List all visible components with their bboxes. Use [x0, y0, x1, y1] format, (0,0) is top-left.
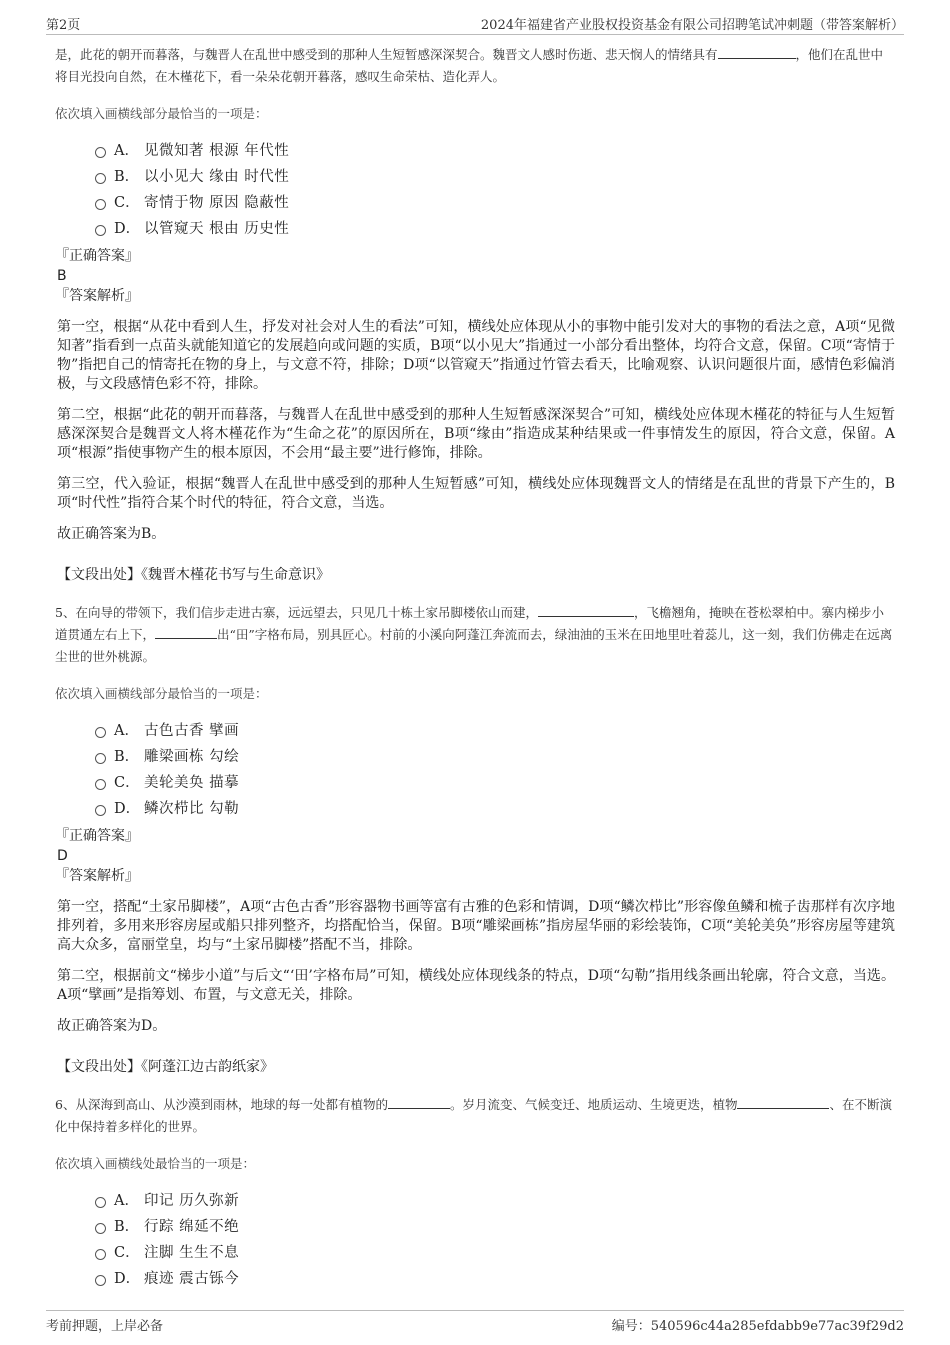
option-c[interactable]: C． 美轮美奂 描摹	[95, 768, 895, 794]
document-id: 编号：540596c44a285efdabb9e77ac39f29d2	[611, 1319, 904, 1334]
option-c[interactable]: C． 注脚 生生不息	[95, 1238, 895, 1264]
analysis-paragraph: 第二空，根据前文“梯步小道”与后文“‘田’字格布局”可知，横线处应体现线条的特点，D项“勾勒”指用线条画出轮廓，符合文意，当选。A项“擘画”是指筹划、布置，与文意无关，排除。	[57, 968, 895, 1003]
analysis-conclusion: 故正确答案为B。	[57, 526, 166, 542]
fill-blank	[538, 604, 634, 617]
radio-icon[interactable]	[95, 1249, 106, 1260]
radio-icon[interactable]	[95, 779, 106, 790]
question-text-part: 。岁月流变、气候变迁、地质运动、生境更迭，植物	[449, 1097, 738, 1112]
radio-icon[interactable]	[95, 805, 106, 816]
radio-icon[interactable]	[95, 225, 106, 236]
page-header	[46, 12, 904, 35]
options-list	[95, 136, 895, 240]
analysis-paragraph: 第一空，搭配“土家吊脚楼”，A项“古色古香”形容器物书画等富有古雅的色彩和情调，D项“鳞次栉比”形容像鱼鳞和梳子齿那样有次序地排列着，多用来形容房屋或船只排列整齐，均搭配恰当，保留。B项“雕梁画栋”指房屋华丽的彩绘装饰，C项“美轮美奂”形容房屋等建筑高大众多，富丽堂皇，均与“土家吊脚楼”搭配不当，排除。	[57, 899, 895, 953]
question-text-part: 、在不断演化中保持着多样化的世界。	[55, 1097, 892, 1134]
fill-blank	[155, 626, 217, 639]
option-c[interactable]: C． 寄情于物 原因 隐蔽性	[95, 188, 895, 214]
option-b[interactable]: B． 雕梁画栋 勾绘	[95, 742, 895, 768]
fill-blank	[737, 1096, 829, 1109]
analysis-label: 『答案解析』	[55, 868, 139, 884]
analysis-conclusion: 故正确答案为D。	[57, 1018, 167, 1034]
correct-answer: D	[57, 848, 68, 864]
radio-icon[interactable]	[95, 199, 106, 210]
correct-answer: B	[57, 268, 67, 284]
question-text-part: ，飞檐翘角，掩映在苍松翠柏中。寨内梯步小道贯通左右上下，	[55, 605, 884, 642]
footer-slogan: 考前押题，上岸必备	[46, 1319, 164, 1334]
options-list	[95, 716, 895, 820]
analysis-paragraph: 第一空，根据“从花中看到人生，抒发对社会对人生的看法”可知，横线处应体现从小的事物中能引发对大的事物的看法之意，A项“见微知著”指看到一点苗头就能知道它的发展趋向或问题的实质，B项“以小见大”指通过一小部分看出整体，均符合文意，保留。C项“寄情于物”指把自己的情寄托在物的身上，与文意不符，排除；D项“以管窥天”指通过竹管去看天，比喻观察、认识问题很片面，感情色彩偏消极，与文段感情色彩不符，排除。	[57, 319, 895, 392]
text-source: 【文段出处】《魏晋木槿花书写与生命意识》	[57, 567, 330, 583]
radio-icon[interactable]	[95, 147, 106, 158]
question-text-part: 6、从深海到高山、从沙漠到雨林，地球的每一处都有植物的	[55, 1097, 388, 1112]
question-6-text	[55, 1094, 895, 1138]
option-b[interactable]: B． 行踪 绵延不绝	[95, 1212, 895, 1238]
radio-icon[interactable]	[95, 727, 106, 738]
question-text-part: ，他们在乱世中将目光投向自然，在木槿花下，看一朵朵花朝开暮落，感叹生命荣枯、造化弄人。	[55, 47, 884, 84]
analysis-section	[55, 318, 895, 544]
question-text-part: 是，此花的朝开而暮落，与魏晋人在乱世中感受到的那种人生短暂感深深契合。魏晋文人感时伤逝、悲天悯人的情绪具有	[55, 47, 718, 62]
radio-icon[interactable]	[95, 1223, 106, 1234]
page-footer	[46, 1310, 904, 1333]
question-prompt: 依次填入画横线部分最恰当的一项是：	[55, 686, 268, 701]
radio-icon[interactable]	[95, 173, 106, 184]
fill-blank	[718, 46, 796, 59]
analysis-paragraph: 第三空，代入验证，根据“魏晋人在乱世中感受到的那种人生短暂感”可知，横线处应体现魏晋文人的情绪是在乱世的背景下产生的，B项“时代性”指符合某个时代的特征，符合文意，当选。	[57, 476, 895, 511]
options-list	[95, 1186, 895, 1290]
analysis-label: 『答案解析』	[55, 288, 139, 304]
option-a[interactable]: A． 见微知著 根源 年代性	[95, 136, 895, 162]
radio-icon[interactable]	[95, 1197, 106, 1208]
analysis-section	[55, 898, 895, 1036]
radio-icon[interactable]	[95, 1275, 106, 1286]
fill-blank	[388, 1096, 450, 1109]
text-source: 【文段出处】《阿蓬江边古韵纸家》	[57, 1059, 274, 1075]
question-prompt: 依次填入画横线处最恰当的一项是：	[55, 1156, 256, 1171]
question-prompt: 依次填入画横线部分最恰当的一项是：	[55, 106, 268, 121]
answer-label: 『正确答案』	[55, 828, 139, 844]
question-5-text	[55, 602, 895, 668]
option-d[interactable]: D． 鳞次栉比 勾勒	[95, 794, 895, 820]
page-number: 第2页	[46, 18, 81, 33]
analysis-paragraph: 第二空，根据“此花的朝开而暮落，与魏晋人在乱世中感受到的那种人生短暂感深深契合”可知，横线处应体现木槿花的特征与人生短暂感深深契合是魏晋文人将木槿花作为“生命之花”的原因所在，B项“缘由”指造成某种结果或一件事情发生的原因，符合文意，保留。A项“根源”指使事物产生的根本原因，不会用“最主要”进行修饰，排除。	[57, 407, 895, 461]
page-content	[55, 44, 895, 1296]
option-b[interactable]: B． 以小见大 缘由 时代性	[95, 162, 895, 188]
option-a[interactable]: A． 古色古香 擘画	[95, 716, 895, 742]
question-4-text	[55, 44, 895, 88]
document-title: 2024年福建省产业股权投资基金有限公司招聘笔试冲刺题（带答案解析）	[480, 18, 904, 33]
option-a[interactable]: A． 印记 历久弥新	[95, 1186, 895, 1212]
question-text-part: 出“田”字格布局，别具匠心。村前的小溪向阿蓬江奔流而去，绿油油的玉米在田地里吐着蕊儿，这一刻，我们仿佛走在远离尘世的世外桃源。	[55, 627, 893, 664]
option-d[interactable]: D． 以管窥天 根由 历史性	[95, 214, 895, 240]
answer-label: 『正确答案』	[55, 248, 139, 264]
option-d[interactable]: D． 痕迹 震古铄今	[95, 1264, 895, 1290]
radio-icon[interactable]	[95, 753, 106, 764]
question-text-part: 5、在向导的带领下，我们信步走进古寨，远远望去，只见几十栋土家吊脚楼依山而建，	[55, 605, 538, 620]
